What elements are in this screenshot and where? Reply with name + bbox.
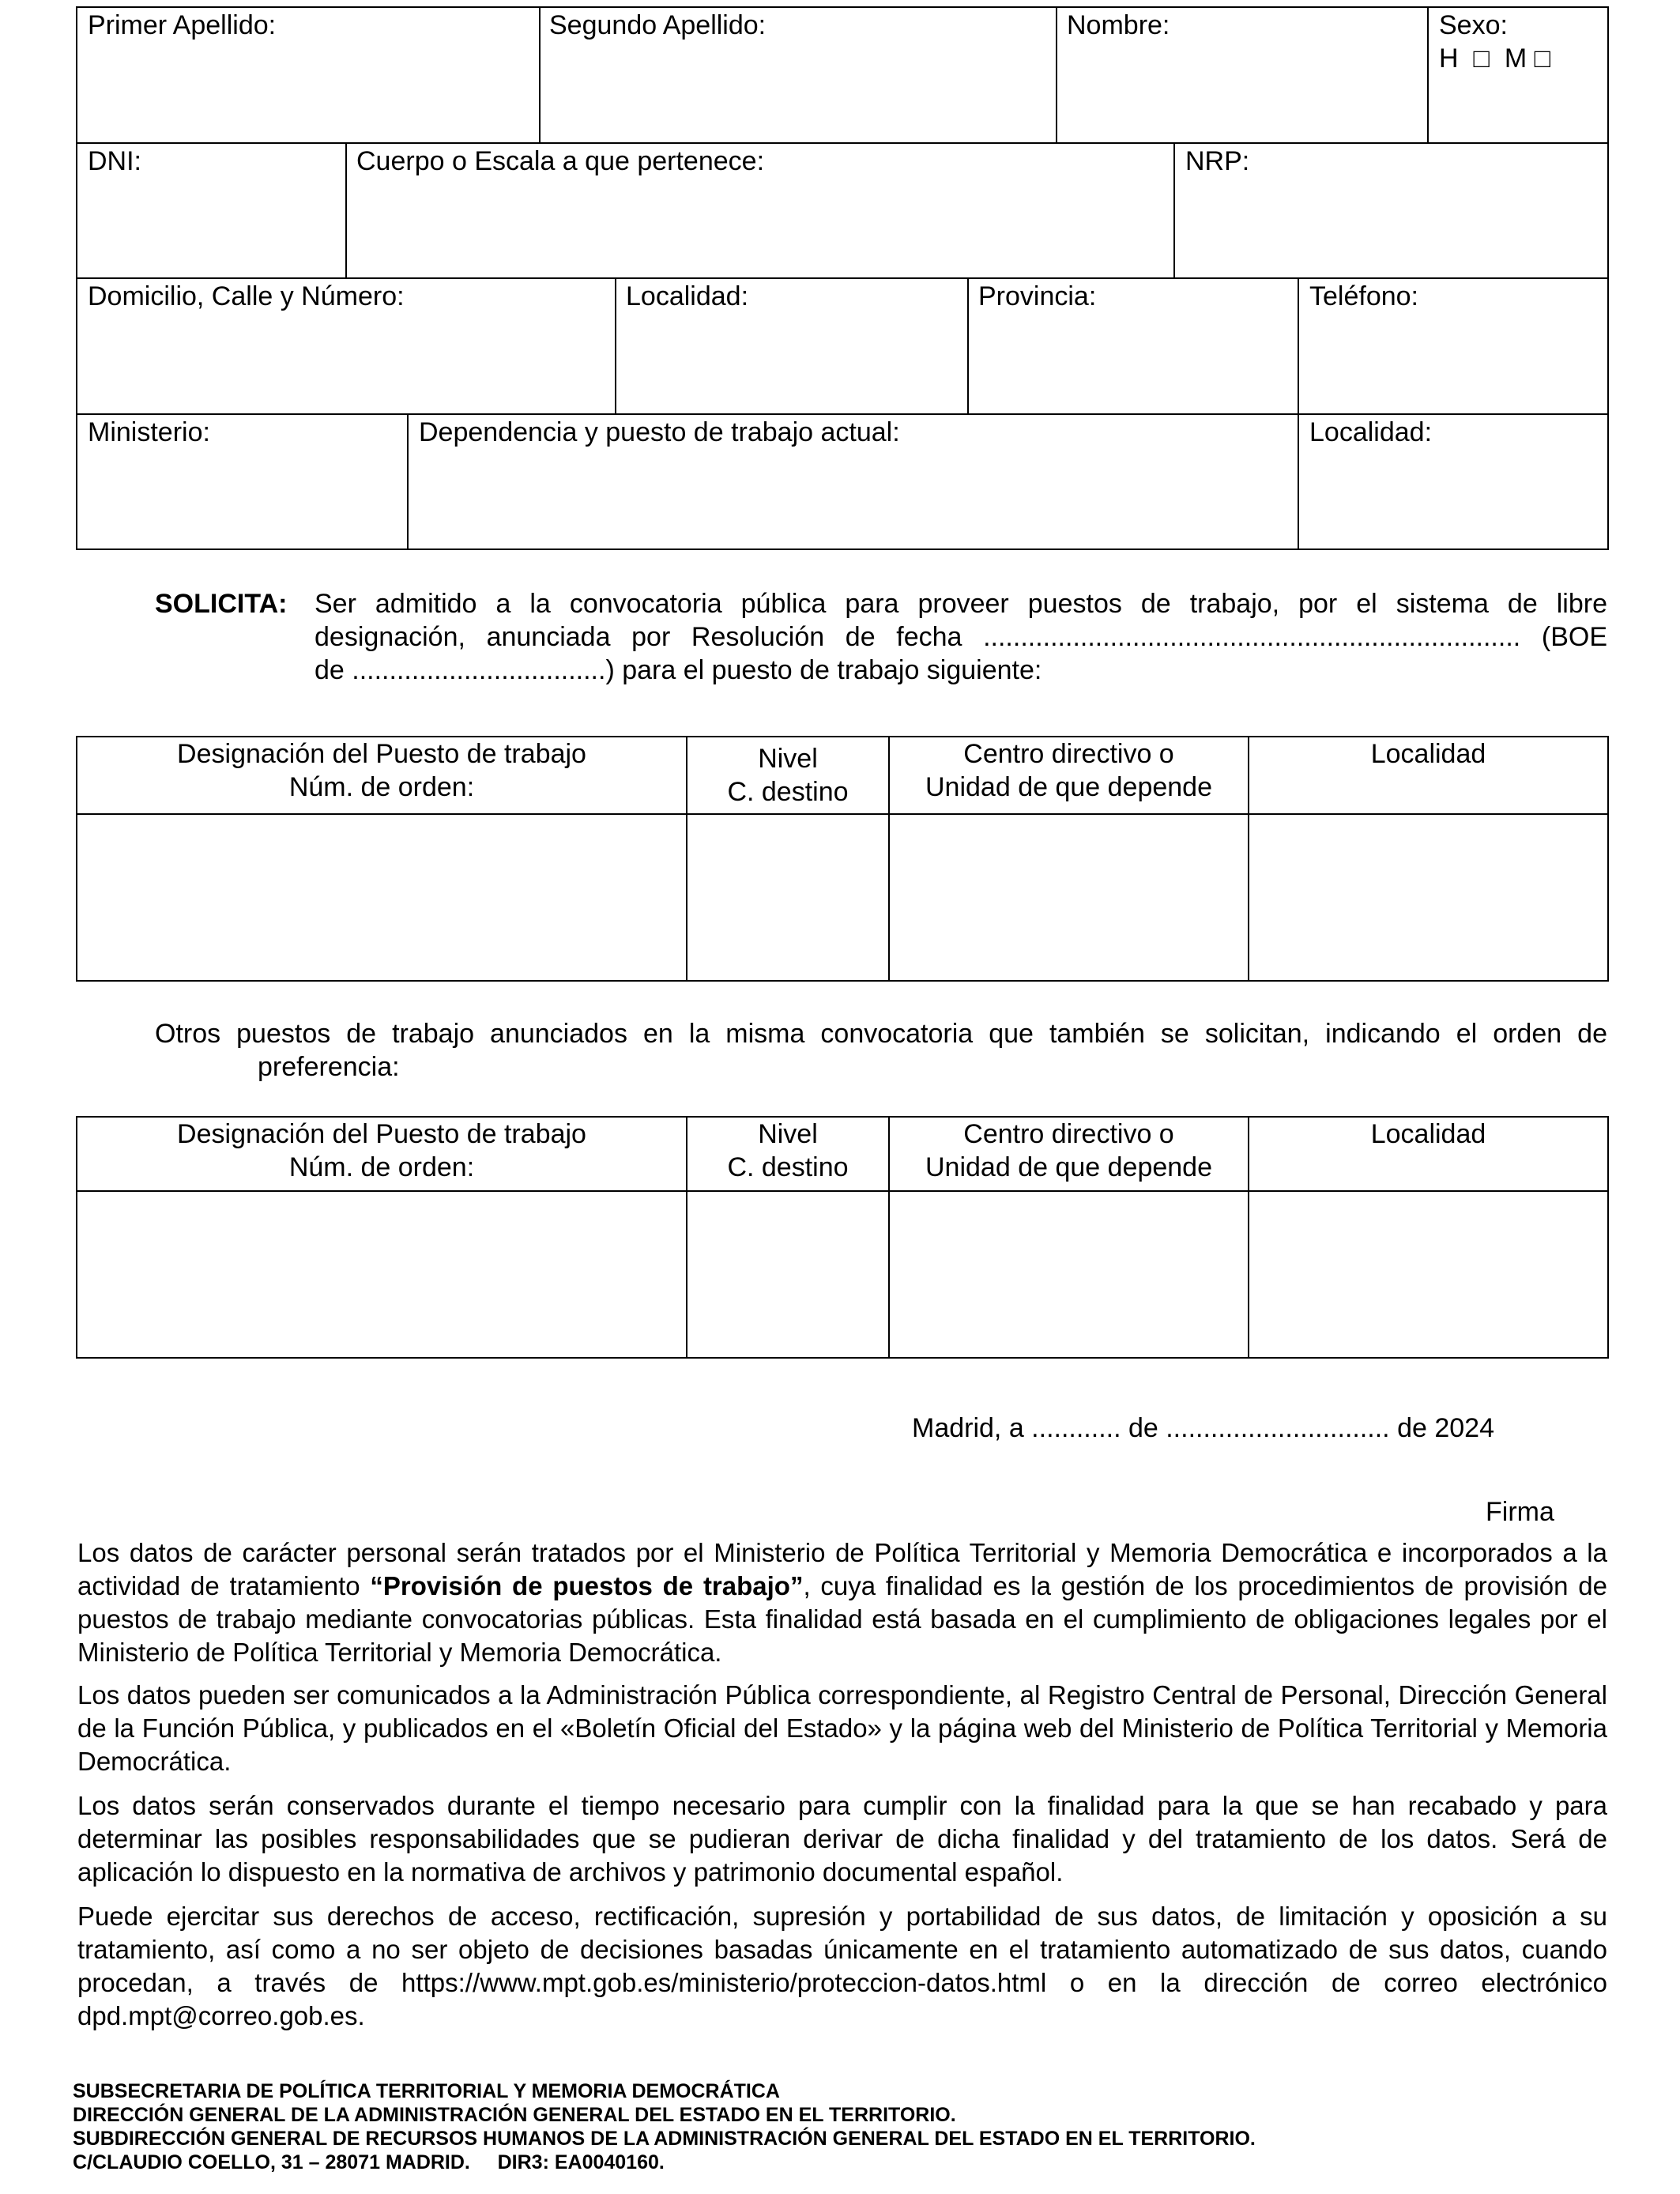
table-cell-nivel[interactable] [687, 815, 888, 980]
primer-apellido-field[interactable]: Primer Apellido: [88, 10, 277, 40]
dependencia-field[interactable]: Dependencia y puesto de trabajo actual: [419, 417, 900, 447]
privacy-p1-bold: “Provisión de puestos de trabajo” [370, 1571, 804, 1600]
footer-line-2: DIRECCIÓN GENERAL DE LA ADMINISTRACIÓN GENERAL DEL ESTADO EN EL TERRITORIO. [73, 2104, 956, 2126]
header-c-destino: C. destino [727, 777, 849, 807]
privacy-p1-text: Los datos de carácter personal serán tratados por el Ministerio de Política Territorial y Memoria Democrática e incorporados a la actividad de tratamiento [77, 1538, 1607, 1600]
form-row-divider [76, 277, 1609, 279]
header-centro-directivo: Centro directivo o [963, 1119, 1174, 1149]
localidad-field[interactable]: Localidad: [626, 281, 749, 311]
footer-line-3: SUBDIRECCIÓN GENERAL DE RECURSOS HUMANOS DE LA ADMINISTRACIÓN GENERAL DEL ESTADO EN EL TERRITORIO. [73, 2128, 1256, 2150]
header-nivel: Nivel [758, 1119, 818, 1149]
otros-puestos-text-cont: preferencia: [258, 1052, 400, 1082]
form-border-right [1607, 6, 1609, 550]
ministerio-field[interactable]: Ministerio: [88, 417, 210, 447]
header-unidad: Unidad de que depende [925, 1152, 1212, 1182]
privacy-paragraph-3: Los datos serán conservados durante el tiempo necesario para cumplir con la finalidad para la que se han recabado y para determinar las posibles responsabilidades que se pudieran derivar de dicha finalidad y del tratamiento de los datos. Será de aplicación lo dispuesto en la normativa de archivos y patrimonio documental español. [77, 1791, 1607, 1887]
table-border-right [1607, 736, 1609, 982]
date-line[interactable]: Madrid, a ............ de .............................. de 2024 [912, 1413, 1494, 1443]
firma-label: Firma [1486, 1497, 1554, 1527]
provincia-field[interactable]: Provincia: [978, 281, 1097, 311]
otros-puestos-text: Otros puestos de trabajo anunciados en la misma convocatoria que también se solicitan, indicando el orden de [155, 1019, 1607, 1049]
header-localidad: Localidad [1370, 1119, 1486, 1149]
header-designacion: Designación del Puesto de trabajo [177, 1119, 586, 1149]
telefono-field[interactable]: Teléfono: [1309, 281, 1418, 311]
form-col-divider [615, 277, 616, 415]
form-row-divider [76, 142, 1609, 144]
header-c-destino: C. destino [727, 1152, 849, 1182]
privacy-paragraph-4: Puede ejercitar sus derechos de acceso, rectificación, supresión y portabilidad de sus datos, de limitación y oposición a su tratamiento, así como a no ser objeto de decisiones basadas únicamente en el tratamiento automatizado de sus datos, cuando procedan, a través de https://www.mpt.gob.es/ministerio/proteccion-datos.html o en la dirección de correo electrónico dpd.mpt@correo.gob.es. [77, 1902, 1607, 2030]
domicilio-field[interactable]: Domicilio, Calle y Número: [88, 281, 405, 311]
cuerpo-escala-field[interactable]: Cuerpo o Escala a que pertenece: [356, 146, 765, 176]
form-col-divider [1298, 277, 1299, 415]
form-col-divider [1298, 413, 1299, 550]
form-border-left [76, 6, 77, 550]
form-col-divider [1427, 6, 1429, 144]
header-num-orden: Núm. de orden: [288, 772, 475, 802]
table-cell-designacion[interactable] [77, 815, 686, 980]
footer-line-1: SUBSECRETARIA DE POLÍTICA TERRITORIAL Y MEMORIA DEMOCRÁTICA [73, 2080, 780, 2102]
header-centro-directivo: Centro directivo o [963, 739, 1174, 769]
privacy-paragraph-2: Los datos pueden ser comunicados a la Administración Pública correspondiente, al Registro Central de Personal, Dirección General de la Función Pública, y publicados en el «Boletín Oficial del Estado» y la página web del Ministerio de Política Territorial y Memoria Democrática. [77, 1680, 1607, 1776]
table-cell-nivel[interactable] [687, 1192, 888, 1357]
table-border-bottom [76, 980, 1609, 982]
table-border-top [76, 736, 1609, 737]
form-col-divider [407, 413, 409, 550]
dni-field[interactable]: DNI: [88, 146, 141, 176]
form-col-divider [345, 142, 347, 279]
header-nivel: Nivel [758, 744, 818, 774]
header-localidad: Localidad [1370, 739, 1486, 769]
solicita-label: SOLICITA: [155, 589, 288, 619]
nrp-field[interactable]: NRP: [1185, 146, 1250, 176]
table-cell-localidad[interactable] [1249, 1192, 1607, 1357]
header-designacion: Designación del Puesto de trabajo [177, 739, 586, 769]
table-cell-localidad[interactable] [1249, 815, 1607, 980]
solicita-text-line3: de ..................................) para el puesto de trabajo siguiente: [315, 655, 1042, 685]
table-border-top [76, 1116, 1609, 1118]
table-cell-centro[interactable] [890, 1192, 1248, 1357]
table-cell-centro[interactable] [890, 815, 1248, 980]
localidad-actual-field[interactable]: Localidad: [1309, 417, 1433, 447]
form-col-divider [967, 277, 969, 415]
form-border-bottom [76, 548, 1609, 550]
header-num-orden: Núm. de orden: [288, 1152, 475, 1182]
table-cell-designacion[interactable] [77, 1192, 686, 1357]
segundo-apellido-field[interactable]: Segundo Apellido: [549, 10, 767, 40]
header-unidad: Unidad de que depende [925, 772, 1212, 802]
table-border-right [1607, 1116, 1609, 1359]
footer-line-4: C/CLAUDIO COELLO, 31 – 28071 MADRID. DIR3: EA0040160. [73, 2151, 665, 2173]
table-border-bottom [76, 1357, 1609, 1359]
form-col-divider [1056, 6, 1057, 144]
form-row-divider [76, 413, 1609, 415]
form-col-divider [1173, 142, 1175, 279]
nombre-field[interactable]: Nombre: [1067, 10, 1170, 40]
sexo-field: Sexo: [1439, 10, 1508, 40]
form-border-top [76, 6, 1609, 8]
form-col-divider [539, 6, 541, 144]
sexo-checkboxes[interactable]: H □ M □ [1439, 43, 1551, 74]
solicita-text-line2: designación, anunciada por Resolución de fecha ........................................................................ (BOE [315, 622, 1607, 652]
privacy-paragraph-1 [77, 1536, 1607, 1669]
privacy-p1-text-end: , cuya finalidad es la gestión de los procedimientos de provisión de puestos de trabajo mediante convocatorias públicas. Esta finalidad está basada en el cumplimiento de obligaciones legales por el Ministerio de Política Territorial y Memoria Democrática. [77, 1571, 1607, 1667]
solicita-text-line1: Ser admitido a la convocatoria pública para proveer puestos de trabajo, por el sistema de libre [315, 589, 1607, 619]
